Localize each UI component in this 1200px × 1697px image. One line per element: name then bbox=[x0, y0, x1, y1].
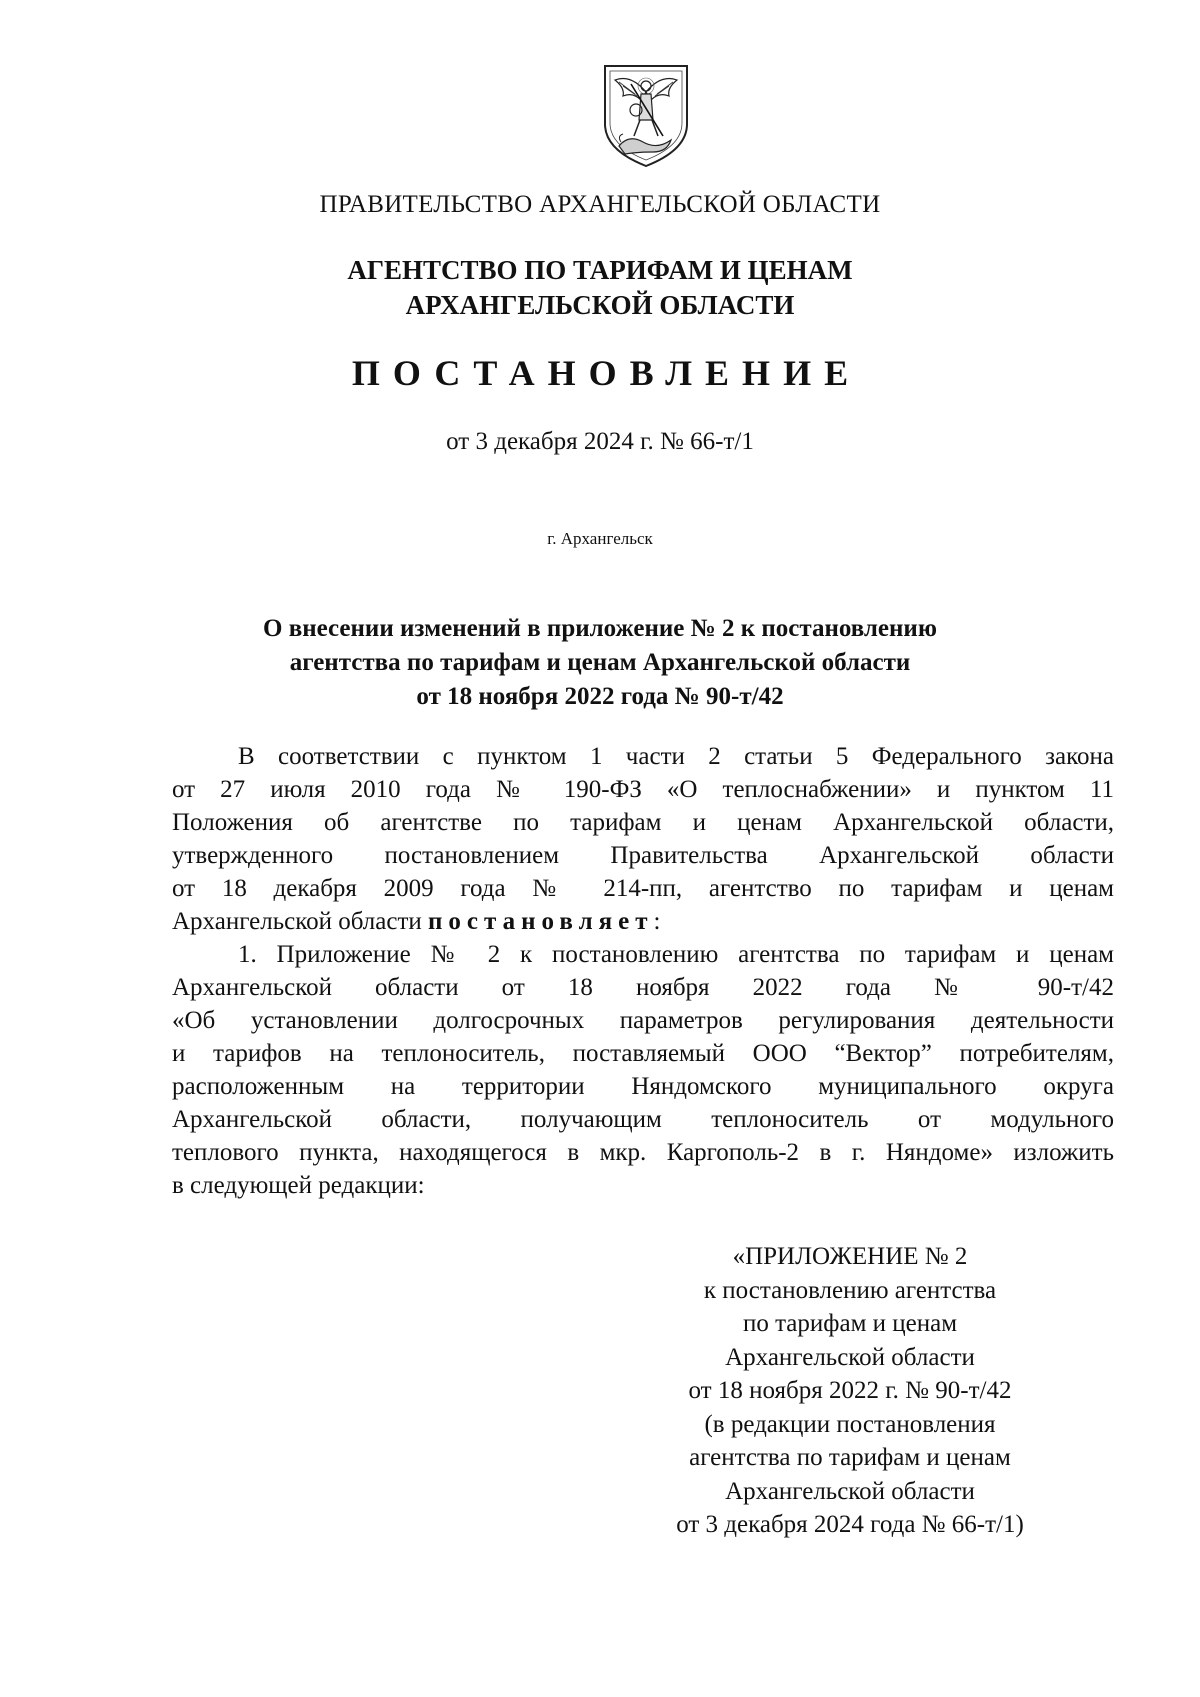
item-1-paragraph bbox=[172, 938, 1114, 1202]
item-1-line: теплового пункта, находящегося в мкр. Каргополь-2 в г. Няндоме» изложить bbox=[172, 1139, 1114, 1166]
preamble-line: В соответствии с пунктом 1 части 2 статьи 5 Федерального закона bbox=[238, 743, 1114, 770]
government-name: ПРАВИТЕЛЬСТВО АРХАНГЕЛЬСКОЙ ОБЛАСТИ bbox=[319, 191, 881, 218]
preamble-line-last bbox=[172, 905, 1114, 938]
item-1-line: Архангельской области, получающим теплоноситель от модульного bbox=[172, 1106, 1114, 1133]
coat-of-arms-emblem bbox=[601, 62, 691, 170]
item-1-line: в следующей редакции: bbox=[172, 1172, 425, 1199]
agency-name-line-1: АГЕНТСТВО ПО ТАРИФАМ И ЦЕНАМ bbox=[347, 255, 853, 285]
annex-line: к постановлению агентства bbox=[703, 1276, 997, 1304]
subject-line-1: О внесении изменений в приложение № 2 к постановлению bbox=[263, 615, 937, 642]
item-1-line: 1. Приложение № 2 к постановлению агентства по тарифам и ценам bbox=[238, 941, 1114, 968]
item-1-line: расположенным на территории Няндомского муниципального округа bbox=[172, 1073, 1114, 1100]
agency-name-line-2: АРХАНГЕЛЬСКОЙ ОБЛАСТИ bbox=[405, 290, 795, 320]
annex-line: (в редакции постановления bbox=[704, 1410, 996, 1438]
preamble-line: Положения об агентстве по тарифам и ценам Архангельской области, bbox=[172, 809, 1114, 836]
annex-line: «ПРИЛОЖЕНИЕ № 2 bbox=[732, 1243, 968, 1270]
document-date-number: от 3 декабря 2024 г. № 66-т/1 bbox=[446, 428, 754, 455]
preamble-paragraph bbox=[172, 740, 1114, 938]
preamble-line-end: : bbox=[653, 908, 661, 935]
annex-line: по тарифам и ценам bbox=[742, 1310, 958, 1337]
item-1-line: и тарифов на теплоноситель, поставляемый ООО “Вектор” потребителям, bbox=[172, 1040, 1114, 1067]
annex-line: от 18 ноября 2022 г. № 90-т/42 bbox=[688, 1377, 1012, 1404]
annex-line: от 3 декабря 2024 года № 66-т/1) bbox=[676, 1511, 1024, 1538]
preamble-line-start: Архангельской области bbox=[172, 908, 429, 935]
subject-line-3: от 18 ноября 2022 года № 90-т/42 bbox=[416, 683, 784, 710]
decrees-word: постановляет bbox=[428, 908, 654, 935]
annex-heading bbox=[640, 1240, 1060, 1542]
preamble-line: утвержденного постановлением Правительства Архангельской области bbox=[172, 842, 1114, 869]
preamble-line: от 18 декабря 2009 года № 214-пп, агентство по тарифам и ценам bbox=[172, 875, 1114, 902]
annex-line: Архангельской области bbox=[725, 1477, 975, 1505]
item-1-line: Архангельской области от 18 ноября 2022 года № 90-т/42 bbox=[172, 974, 1114, 1001]
document-city: г. Архангельск bbox=[547, 529, 653, 548]
preamble-line: от 27 июля 2010 года № 190-ФЗ «О теплоснабжении» и пунктом 11 bbox=[172, 776, 1114, 803]
annex-line: агентства по тарифам и ценам bbox=[689, 1444, 1011, 1471]
document-type-title: ПОСТАНОВЛЕНИЕ bbox=[351, 353, 862, 393]
subject-line-2: агентства по тарифам и ценам Архангельской области bbox=[289, 649, 911, 676]
item-1-line: «Об установлении долгосрочных параметров регулирования деятельности bbox=[172, 1007, 1114, 1034]
annex-line: Архангельской области bbox=[725, 1343, 975, 1371]
